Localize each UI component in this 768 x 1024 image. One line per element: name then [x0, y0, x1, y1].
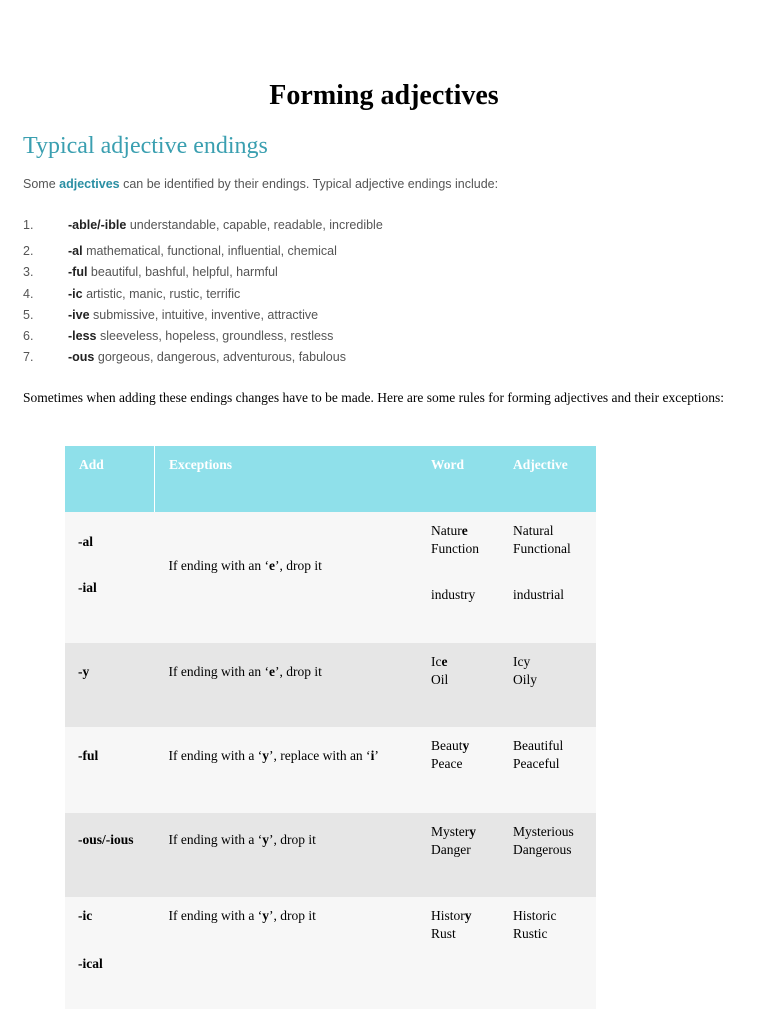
exception-text: ’, drop it	[268, 832, 316, 847]
item-examples: mathematical, functional, influential, chemical	[82, 244, 337, 258]
cell-exceptions	[155, 512, 418, 643]
item-suffix: -ic	[68, 286, 83, 301]
item-number: 7.	[23, 350, 34, 365]
adjective: Rustic	[513, 926, 548, 941]
table-row	[65, 727, 596, 813]
suffix: -ial	[78, 580, 97, 595]
adjective: Peaceful	[513, 756, 560, 771]
exception-text: If ending with a ‘	[168, 832, 263, 847]
table-row	[65, 897, 596, 1009]
word: Beauty	[431, 738, 470, 753]
exception-letter: i	[370, 748, 375, 763]
cell-add	[65, 643, 155, 727]
adjective: Dangerous	[513, 842, 572, 857]
table-header-row	[65, 446, 596, 512]
cell-word	[417, 727, 499, 813]
word: Ice	[431, 654, 448, 669]
adjective: Functional	[513, 541, 571, 556]
table-row	[65, 512, 596, 643]
item-examples: artistic, manic, rustic, terrific	[82, 286, 241, 301]
header-exceptions: Exceptions	[155, 446, 418, 512]
item-suffix: -less	[68, 329, 97, 344]
adjective: industrial	[513, 587, 564, 602]
table-row	[65, 813, 596, 897]
cell-adjective	[499, 897, 596, 1009]
adjective: Historic	[513, 908, 557, 923]
item-number: 6.	[23, 329, 34, 344]
exception-text: ’	[374, 748, 379, 763]
suffix: -ic	[78, 908, 93, 923]
exception-text: If ending with a ‘	[168, 748, 263, 763]
item-number: 5.	[23, 307, 34, 322]
suffix: -al	[78, 534, 93, 549]
cell-add	[65, 813, 155, 897]
header-word: Word	[417, 446, 499, 512]
exception-text: If ending with an ‘	[168, 664, 269, 679]
item-suffix: -ous	[68, 350, 95, 365]
cell-word	[417, 897, 499, 1009]
list-item	[23, 306, 383, 327]
adjective: Natural	[513, 523, 554, 538]
word: Nature	[431, 523, 468, 538]
cell-adjective	[499, 813, 596, 897]
cell-adjective	[499, 727, 596, 813]
item-suffix: -al	[68, 244, 83, 258]
item-number: 4.	[23, 286, 34, 301]
item-examples: beautiful, bashful, helpful, harmful	[87, 265, 278, 280]
rules-paragraph: Sometimes when adding these endings changes have to be made. Here are some rules for forming adjectives and their exceptions:	[23, 390, 725, 405]
word: industry	[431, 587, 476, 602]
exception-letter: e	[268, 558, 275, 573]
endings-list	[23, 216, 383, 370]
suffix: -ous/-ious	[78, 832, 134, 847]
item-examples: submissive, intuitive, inventive, attractive	[89, 307, 319, 322]
rules-table	[65, 446, 596, 1009]
intro-post: can be identified by their endings. Typical adjective endings include:	[119, 177, 499, 191]
cell-exceptions	[155, 727, 418, 813]
item-examples: understandable, capable, readable, incredible	[126, 218, 383, 232]
exception-text: ’, drop it	[274, 558, 322, 573]
list-item	[23, 348, 383, 369]
item-examples: sleeveless, hopeless, groundless, restless	[96, 329, 334, 344]
word: Danger	[431, 842, 471, 857]
adjective: Oily	[513, 672, 538, 687]
item-number: 3.	[23, 265, 34, 280]
item-examples: gorgeous, dangerous, adventurous, fabulous	[94, 350, 346, 365]
word: Function	[431, 541, 480, 556]
header-add: Add	[65, 446, 155, 512]
header-adjective: Adjective	[499, 446, 596, 512]
cell-word	[417, 512, 499, 643]
word: Oil	[431, 672, 449, 687]
cell-word	[417, 813, 499, 897]
cell-add	[65, 897, 155, 1009]
list-item	[23, 285, 383, 306]
cell-exceptions	[155, 813, 418, 897]
exception-letter: y	[262, 832, 269, 847]
cell-exceptions	[155, 643, 418, 727]
item-number: 2.	[23, 244, 34, 258]
intro-pre: Some	[23, 177, 60, 191]
word: Rust	[431, 926, 456, 941]
page-title: Forming adjectives	[269, 80, 499, 111]
exception-text: If ending with a ‘	[168, 908, 263, 923]
word: History	[431, 908, 472, 923]
exception-letter: e	[268, 664, 275, 679]
word: Mystery	[431, 824, 476, 839]
item-suffix: -able/-ible	[68, 218, 127, 232]
exception-letter: y	[262, 908, 269, 923]
suffix: -ical	[78, 956, 103, 971]
adjective: Beautiful	[513, 738, 564, 753]
cell-word	[417, 643, 499, 727]
item-suffix: -ful	[68, 265, 88, 280]
exception-text: ’, drop it	[268, 908, 316, 923]
list-item	[23, 216, 383, 242]
cell-adjective	[499, 643, 596, 727]
list-item	[23, 327, 383, 348]
word: Peace	[431, 756, 463, 771]
cell-adjective	[499, 512, 596, 643]
item-number: 1.	[23, 218, 34, 232]
item-suffix: -ive	[68, 307, 90, 322]
exception-text: ’, drop it	[274, 664, 322, 679]
intro-text	[23, 177, 498, 191]
table-row	[65, 643, 596, 727]
exception-text: ’, replace with an ‘	[268, 748, 371, 763]
cell-add	[65, 512, 155, 643]
section-heading: Typical adjective endings	[23, 133, 268, 159]
suffix: -y	[78, 664, 90, 679]
adjective: Icy	[513, 654, 531, 669]
cell-exceptions	[155, 897, 418, 1009]
adjective: Mysterious	[513, 824, 574, 839]
suffix: -ful	[78, 748, 99, 763]
list-item	[23, 242, 383, 263]
list-item	[23, 263, 383, 284]
exception-text: If ending with an ‘	[168, 558, 269, 573]
exception-letter: y	[262, 748, 269, 763]
intro-keyword-link[interactable]: adjectives	[59, 177, 120, 191]
cell-add	[65, 727, 155, 813]
